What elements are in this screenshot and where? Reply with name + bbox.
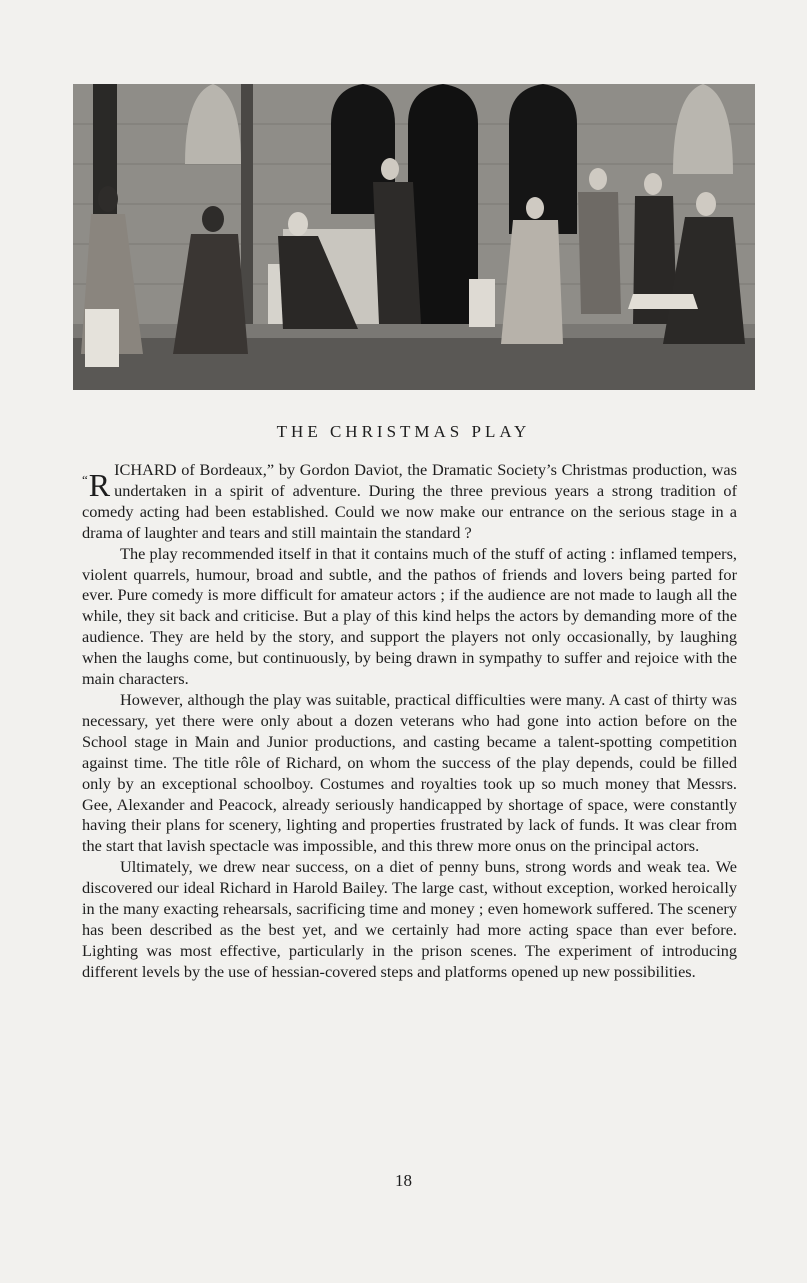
paragraph-2: The play recommended itself in that it contains much of the stuff of acting : inflamed tempers, violent quarrels, humour, broad and subtle, and the pathos of friends and lovers being parted for ever. Pure comedy is more difficult for amateur actors ; if the audience are not made to laugh all the while, they sit back and criticise. But a play of this kind helps the actors by demanding more of the audience. They are held by the story, and support the players not only occasionally, by laughing when the laughs come, but continuously, by being drawn in sympathy to suffer and rejoice with the main characters. — [82, 543, 737, 689]
drop-cap: “R — [82, 467, 111, 503]
paragraph-1: “R ICHARD of Bordeaux,” by Gordon Daviot, the Dramatic Society’s Christmas production, was undertaken in a spirit of adventure. During the three previous years a strong tradition of comedy acting had been established. Could we now make our entrance on the serious stage in a drama of laughter and tears and still maintain the standard ? — [82, 460, 737, 542]
paragraph-4: Ultimately, we drew near success, on a diet of penny buns, strong words and weak tea. We discovered our ideal Richard in Harold Bailey. The large cast, without exception, worked heroically in the many exacting rehearsals, sacrificing time and money ; even homework suffered. The scenery has been described as the best yet, and we certainly had more acting space than ever before. Lighting was most effective, particularly in the prison scenes. The experiment of introducing different levels by the use of hessian-covered steps and platforms opened up new possibilities. — [82, 857, 737, 981]
paragraph-3: However, although the play was suitable, practical difficulties were many. A cast of thirty was necessary, yet there were only about a dozen veterans who had gone into action before on the School stage in Main and Junior productions, and casting became a talent-spotting competition against time. The title rôle of Richard, on whom the success of the play depends, could be filled only by an exceptional schoolboy. Costumes and royalties took up so much money that Messrs. Gee, Alexander and Peacock, already seriously handicapped by shortage of space, were constantly having their plans for scenery, lighting and properties frustrated by lack of funds. It was clear from the start that lavish spectacle was impossible, and this threw more onus on the principal actors. — [82, 689, 737, 856]
article-body — [82, 460, 737, 983]
page-number: 18 — [395, 1171, 412, 1190]
article-title: THE CHRISTMAS PLAY — [276, 422, 531, 441]
stage-scene-icon — [73, 84, 755, 390]
stage-photo — [73, 84, 755, 390]
